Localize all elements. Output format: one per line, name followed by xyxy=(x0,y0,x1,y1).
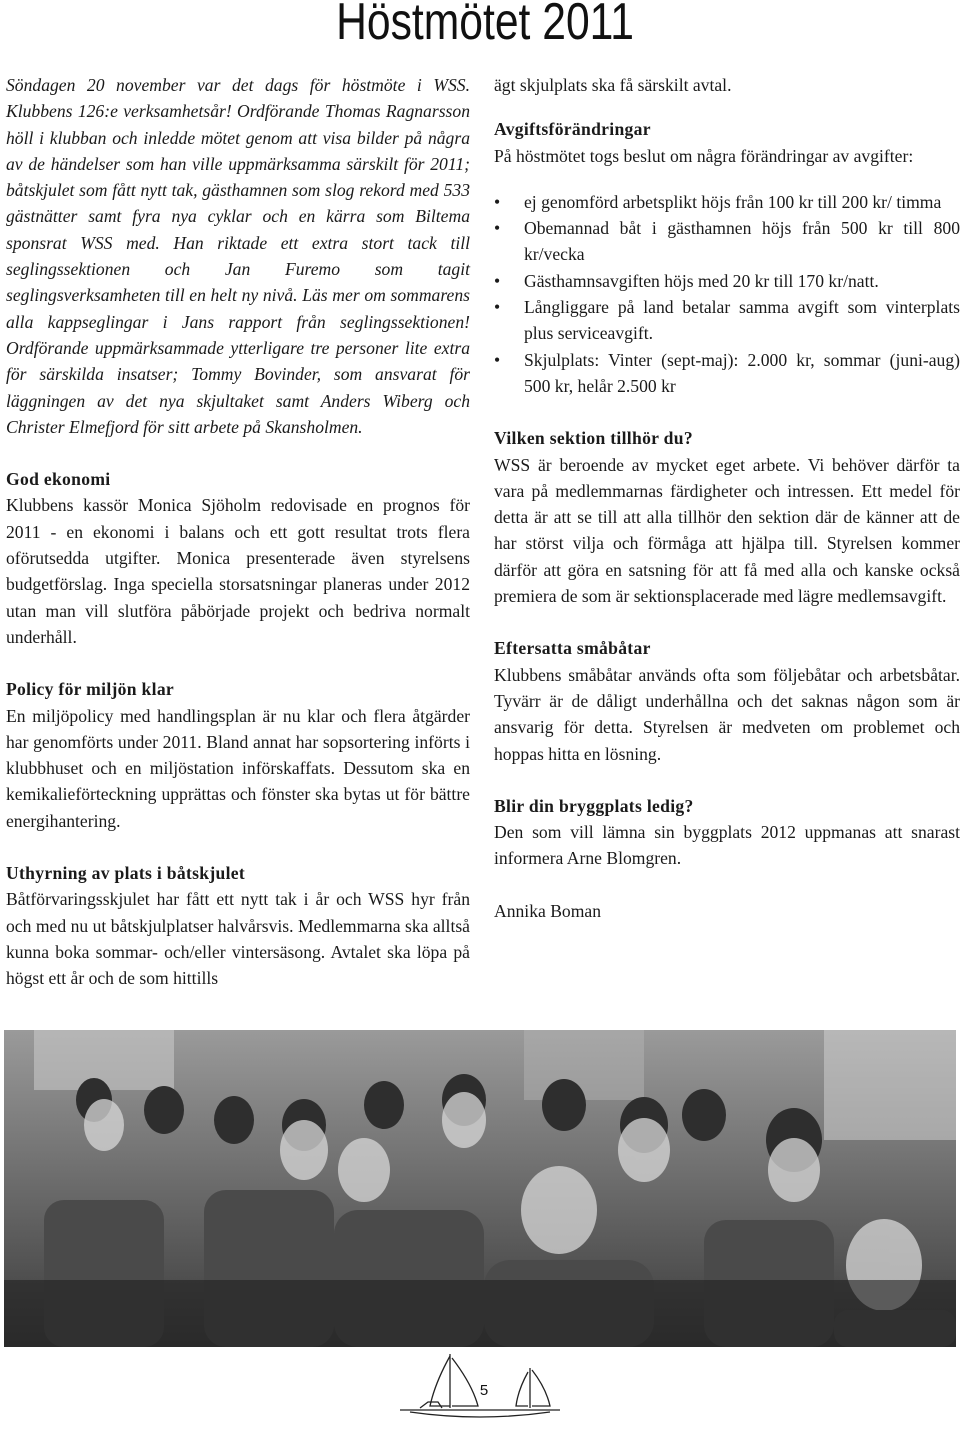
list-item: • Gästhamnsavgiften höjs med 20 kr till 170 kr/natt. xyxy=(494,268,960,294)
boats-paragraph: Klubbens småbåtar används ofta som följebåtar och arbetsbåtar. Tyvärr är de dåligt underhållna och det saknas någon som är ansvarig för detta. Styrelsen är medveten om problemet och hoppas hitta en lösning. xyxy=(494,664,960,764)
left-column xyxy=(6,72,470,992)
right-column xyxy=(494,72,960,924)
fees-intro: På höstmötet togs beslut om några förändringar av avgifter: xyxy=(494,145,914,166)
policy-heading: Policy för miljön klar xyxy=(6,679,175,700)
economy-heading: God ekonomi xyxy=(6,469,111,490)
page-title: Höstmötet 2011 xyxy=(336,0,634,51)
author-signature: Annika Boman xyxy=(494,900,602,921)
economy-paragraph: Klubbens kassör Monica Sjöholm redovisade en prognos för 2011 - en ekonomi i balans och ett gott resultat trots flera oförutsedda utgifter. Monica presenterade även styrelsens budgetförslag. Inga speciella storsatsningar planeras under 2012 utan man vill slutföra påbörjade projekt och bedriva normalt underhåll. xyxy=(6,495,470,647)
list-item: • Långliggare på land betalar samma avgift som vinterplats plus serviceavgift. xyxy=(494,294,960,347)
intro-paragraph: Söndagen 20 november var det dags för höstmöte i WSS. Klubbens 126:e verksamhetsår! Ordförande Thomas Ragnarsson höll i klubban och inledde mötet genom att visa bilder på några av de händelser som han ville uppmärksamma särskilt för 2011; båtskjulet som fått nytt tak, gästhamnen som slog rekord med 533 gästnätter samt fyra nya cyklar och en kärra som Biltema sponsrat WSS med. Han riktade ett extra stort tack till seglingssektionen och Jan Furemo som tagit seglingsverksamheten till en helt ny nivå. Läs mer om sommarens alla kappseglingar i Jans rapport från seglingssektionen! Ordförande uppmärksammade ytterligare tre personer lite extra för särskilda insatser; Tommy Bovinder, som ansvarat för läggningen av det nya skjultaket samt Anders Wiberg och Christer Elmefjord för sitt arbete på Skansholmen. xyxy=(6,75,470,437)
list-item: • Obemannad båt i gästhamnen höjs från 500 kr till 800 kr/vecka xyxy=(494,215,960,268)
rental-continued: ägt skjulplats ska få särskilt avtal. xyxy=(494,75,732,95)
meeting-photo-illustration xyxy=(4,1030,956,1347)
fees-heading: Avgiftsförändringar xyxy=(494,119,651,140)
rental-paragraph: Båtförvaringsskjulet har fått ett nytt tak i år och WSS hyr från och med nu ut båtskjulplatser halvårsvis. Medlemmarna ska alltså kunna boka sommar- och/eller vintersäsong. Avtalet ska löpa på högst ett år och de som hittills xyxy=(6,889,470,989)
dock-heading: Blir din bryggplats ledig? xyxy=(494,795,694,816)
rental-heading: Uthyrning av plats i båtskjulet xyxy=(6,863,246,884)
boats-heading: Eftersatta småbåtar xyxy=(494,638,651,659)
list-item: • ej genomförd arbetsplikt höjs från 100 kr till 200 kr/ timma xyxy=(494,189,960,215)
meeting-photo xyxy=(4,1030,956,1347)
fees-list xyxy=(494,189,960,399)
policy-paragraph: En miljöpolicy med handlingsplan är nu klar och flera åtgärder har genomförts under 2011. Bland annat har sopsortering införts i klubbhuset och en miljöstation införskaffats. Dessutom ska en kemikalieförteckning upprättas och fönster ska bytas ut för bättre energihantering. xyxy=(6,705,470,831)
section-heading: Vilken sektion tillhör du? xyxy=(494,428,693,449)
section-paragraph: WSS är beroende av mycket eget arbete. Vi behöver därför ta vara på medlemmarnas färdigheter och intressen. Ett medel för detta är att se till att alla tillhör den sektion där de känner att de har störst vilja och förmåga att hjälpa till. Styrelsen kommer därför att göra en satsning för att få med alla och kanske också premiera de som är sektionsplacerade med lägre medlemsavgift. xyxy=(494,454,960,607)
dock-paragraph: Den som vill lämna sin byggplats 2012 uppmanas att snarast informera Arne Blomgren. xyxy=(494,822,960,869)
list-item: • Skjulplats: Vinter (sept-maj): 2.000 kr, sommar (juni-aug) 500 kr, helår 2.500 kr xyxy=(494,347,960,400)
page-number: 5 xyxy=(479,1382,489,1399)
